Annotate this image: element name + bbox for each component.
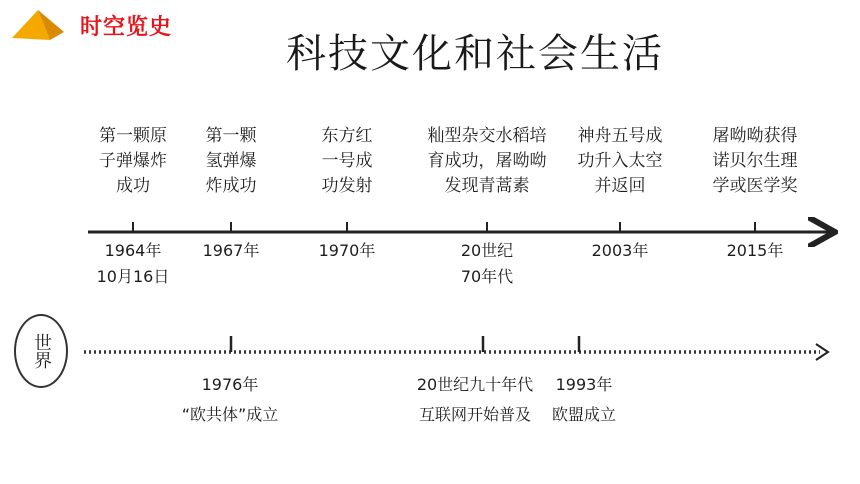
world-timeline-arrowhead (816, 344, 828, 360)
event-label: 籼型杂交水稻培 育成功，屠呦呦 发现青蒿素 (427, 126, 547, 196)
world-event-label: 欧盟成立 (551, 405, 616, 424)
world-label: 世界 (31, 333, 52, 369)
event-label: 第一颗 氢弹爆 炸成功 (205, 126, 257, 196)
event-label: 第一颗原 子弹爆炸 成功 (99, 126, 167, 196)
page-title: 科技文化和社会生活 (286, 31, 664, 77)
date-label: 2015年 (726, 241, 784, 260)
world-event-label: 互联网开始普及 (418, 405, 531, 424)
event-label: 屠呦呦获得 诺贝尔生理 学或医学奖 (712, 126, 798, 196)
date-label: 2003年 (591, 241, 649, 260)
event-label: 东方红 一号成 功发射 (321, 126, 373, 196)
brand-label: 时空览史 (80, 15, 173, 40)
world-date-label: 20世纪九十年代 (416, 375, 534, 394)
date-label: 1964年 10月16日 (96, 241, 170, 286)
world-date-label: 1993年 (555, 375, 613, 394)
date-label: 1967年 (202, 241, 260, 260)
world-date-label: 1976年 (201, 375, 259, 394)
date-label: 1970年 (318, 241, 376, 260)
date-label: 20世纪 70年代 (460, 241, 514, 286)
event-label: 神舟五号成 功升入太空 并返回 (577, 126, 663, 196)
world-event-label: “欧共体”成立 (181, 405, 279, 424)
